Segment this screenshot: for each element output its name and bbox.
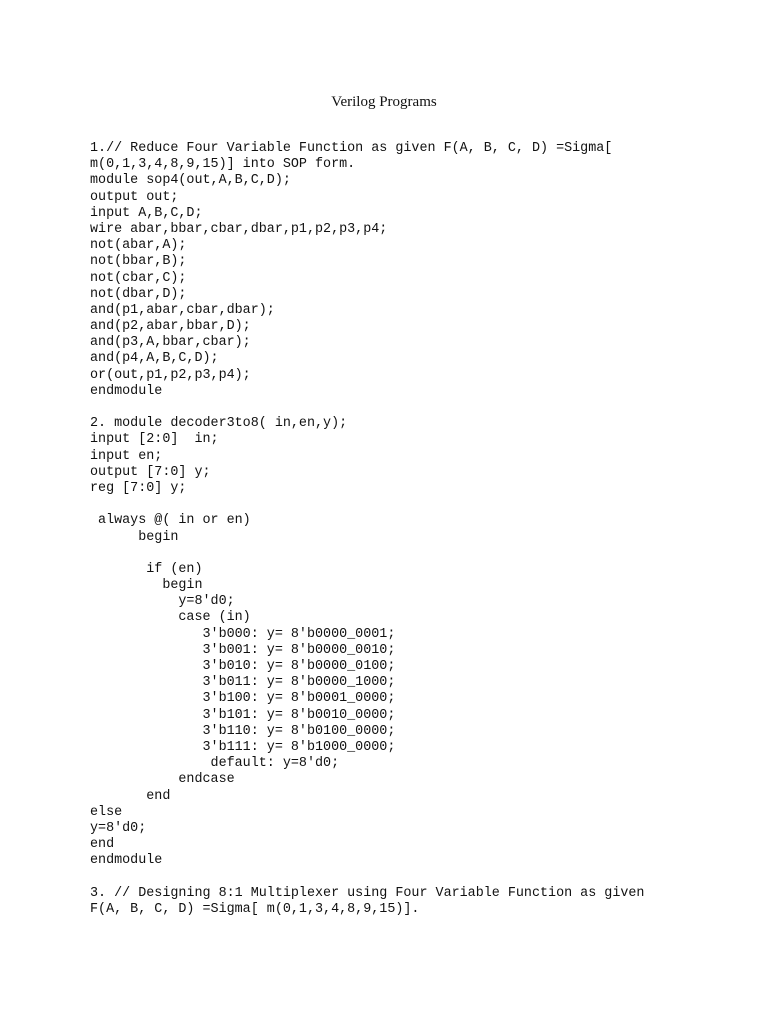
code-line: and(p3,A,bbar,cbar); [90, 335, 251, 351]
page-title: Verilog Programs [331, 94, 437, 110]
code-line: m(0,1,3,4,8,9,15)] into SOP form. [90, 157, 356, 173]
code-line: 3'b001: y= 8'b0000_0010; [90, 642, 396, 658]
code-line: 3'b011: y= 8'b0000_1000; [90, 675, 396, 691]
code-line: begin [90, 529, 179, 545]
code-line: y=8'd0; [90, 594, 235, 610]
code-line: or(out,p1,p2,p3,p4); [90, 367, 251, 383]
code-line: input A,B,C,D; [90, 205, 203, 221]
code-line: 1.// Reduce Four Variable Function as given F(A, B, C, D) =Sigma[ [90, 141, 613, 156]
code-line: not(bbar,B); [90, 254, 187, 270]
code-line: end [90, 837, 115, 853]
code-line: endcase [90, 772, 235, 788]
code-line: 3'b110: y= 8'b0100_0000; [90, 723, 396, 739]
code-line: default: y=8'd0; [90, 756, 340, 772]
code-line: else [90, 804, 123, 820]
code-line: reg [7:0] y; [90, 480, 187, 496]
code-line: case (in) [90, 610, 251, 626]
code-line: not(abar,A); [90, 238, 187, 254]
code-line: 3'b000: y= 8'b0000_0001; [90, 626, 396, 642]
code-line [90, 546, 750, 562]
code-line: 3'b100: y= 8'b0001_0000; [90, 691, 396, 707]
code-line: endmodule [90, 383, 163, 399]
code-line: input en; [90, 448, 163, 464]
code-line: wire abar,bbar,cbar,dbar,p1,p2,p3,p4; [90, 221, 388, 237]
code-line: module sop4(out,A,B,C,D); [90, 173, 291, 189]
code-line: output out; [90, 189, 179, 205]
code-line: if (en) [90, 561, 203, 577]
code-line: and(p1,abar,cbar,dbar); [90, 302, 275, 318]
code-line: begin [90, 578, 203, 594]
code-line: y=8'd0; [90, 820, 147, 836]
code-line: input [2:0] in; [90, 432, 219, 448]
code-line: and(p2,abar,bbar,D); [90, 319, 251, 335]
code-line: not(cbar,C); [90, 270, 187, 286]
code-line: not(dbar,D); [90, 286, 187, 302]
code-line: and(p4,A,B,C,D); [90, 351, 219, 367]
code-line: 3'b101: y= 8'b0010_0000; [90, 707, 396, 723]
code-line: output [7:0] y; [90, 464, 211, 480]
code-line: 3'b111: y= 8'b1000_0000; [90, 739, 396, 755]
code-line: endmodule [90, 853, 163, 869]
code-line: always @( in or en) [90, 513, 251, 529]
code-line: F(A, B, C, D) =Sigma[ m(0,1,3,4,8,9,15)]. [90, 901, 420, 917]
code-line: 3. // Designing 8:1 Multiplexer using Four Variable Function as given [90, 885, 645, 901]
code-listing [90, 141, 750, 918]
code-line [90, 497, 750, 513]
code-line: 3'b010: y= 8'b0000_0100; [90, 659, 396, 674]
code-line [90, 869, 750, 885]
code-line: end [90, 788, 171, 804]
code-line [90, 400, 750, 416]
code-line: 2. module decoder3to8( in,en,y); [90, 416, 348, 432]
